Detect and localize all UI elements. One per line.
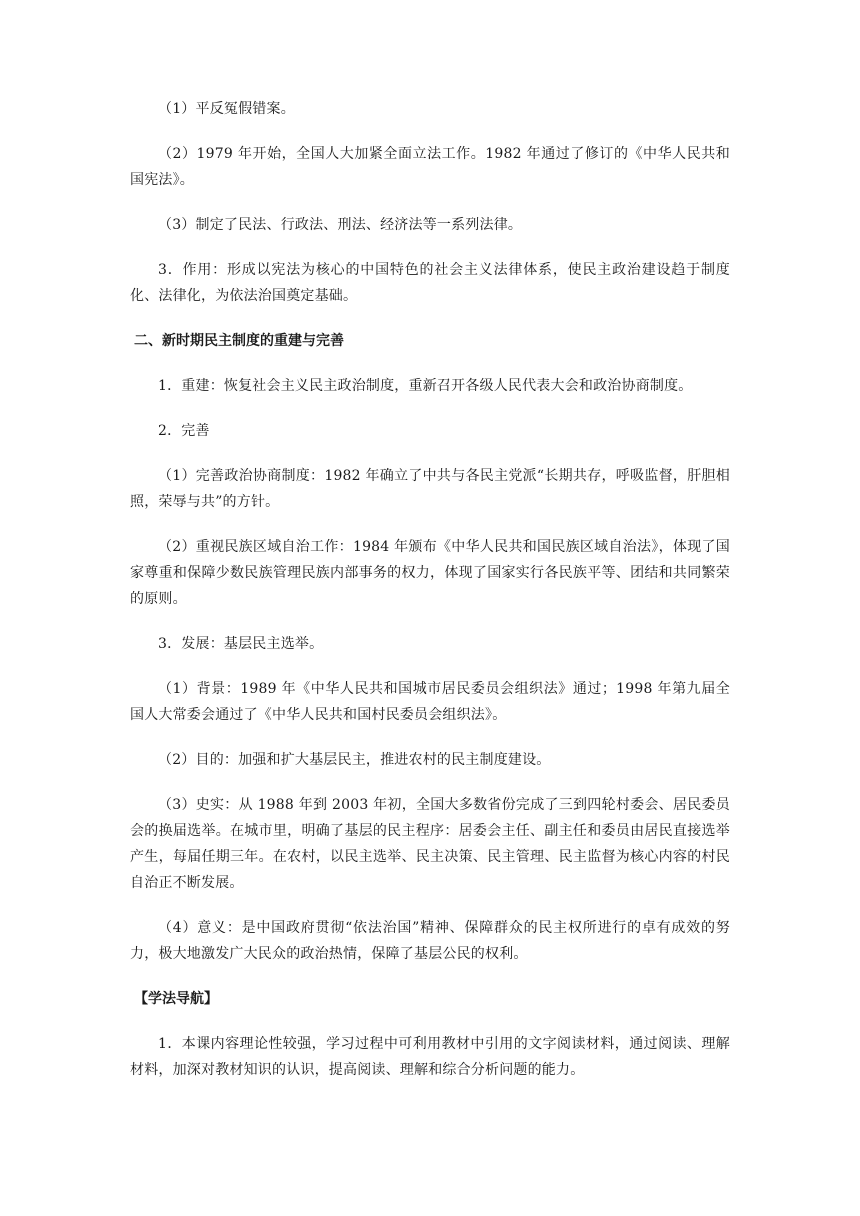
paragraph-legal-system-effect: 3．作用：形成以宪法为核心的中国特色的社会主义法律体系，使民主政治建设趋于制度化、法律化，为依法治国奠定基础。 xyxy=(130,262,730,304)
paragraph-significance: （4）意义：是中国政府贯彻“依法治国”精神、保障群众的民主权所进行的卓有成效的努力，极大地激发广大民众的政治热情，保障了基层公民的权利。 xyxy=(130,920,730,962)
section-heading-study-guide: 【学法导航】 xyxy=(134,991,218,1007)
paragraph-laws-enacted: （3）制定了民法、行政法、刑法、经济法等一系列法律。 xyxy=(158,217,523,233)
paragraph-legislation-1979: （2）1979 年开始，全国人大加紧全面立法工作。1982 年通过了修订的《中华人民共和国宪法》。 xyxy=(130,146,730,188)
paragraph-study-tip: 1．本课内容理论性较强，学习过程中可利用教材中引用的文字阅读材料，通过阅读、理解材料，加深对教材知识的认识，提高阅读、理解和综合分析问题的能力。 xyxy=(130,1036,730,1078)
paragraph-improve: 2．完善 xyxy=(158,423,210,439)
paragraph-regional-autonomy: （2）重视民族区域自治工作：1984 年颁布《中华人民共和国民族区域自治法》，体现了国家尊重和保障少数民族管理民族内部事务的权力，体现了国家实行各民族平等、团结和共同繁荣的原则。 xyxy=(130,539,730,607)
paragraph-purpose: （2）目的：加强和扩大基层民主，推进农村的民主制度建设。 xyxy=(158,752,551,768)
section-heading-democracy: 二、新时期民主制度的重建与完善 xyxy=(134,333,344,349)
paragraph-redress-cases: （1）平反冤假错案。 xyxy=(158,101,295,117)
paragraph-development: 3．发展：基层民主选举。 xyxy=(158,636,324,652)
paragraph-rebuild: 1．重建：恢复社会主义民主政治制度，重新召开各级人民代表大会和政治协商制度。 xyxy=(158,378,693,394)
paragraph-political-consultation: （1）完善政治协商制度：1982 年确立了中共与各民主党派“长期共存，呼吸监督，肝胆相照，荣辱与共”的方针。 xyxy=(130,468,730,510)
paragraph-historical-facts: （3）史实：从 1988 年到 2003 年初，全国大多数省份完成了三到四轮村委会、居民委员会的换届选举。在城市里，明确了基层的民主程序：居委会主任、副主任和委员由居民直接选举产生，每届任期三年。在农村，以民主选举、民主决策、民主管理、民主监督为核心内容的村民自治正不断发展。 xyxy=(130,797,730,891)
paragraph-background: （1）背景：1989 年《中华人民共和国城市居民委员会组织法》通过；1998 年第九届全国人大常委会通过了《中华人民共和国村民委员会组织法》。 xyxy=(130,681,730,723)
document-page xyxy=(130,96,730,1102)
